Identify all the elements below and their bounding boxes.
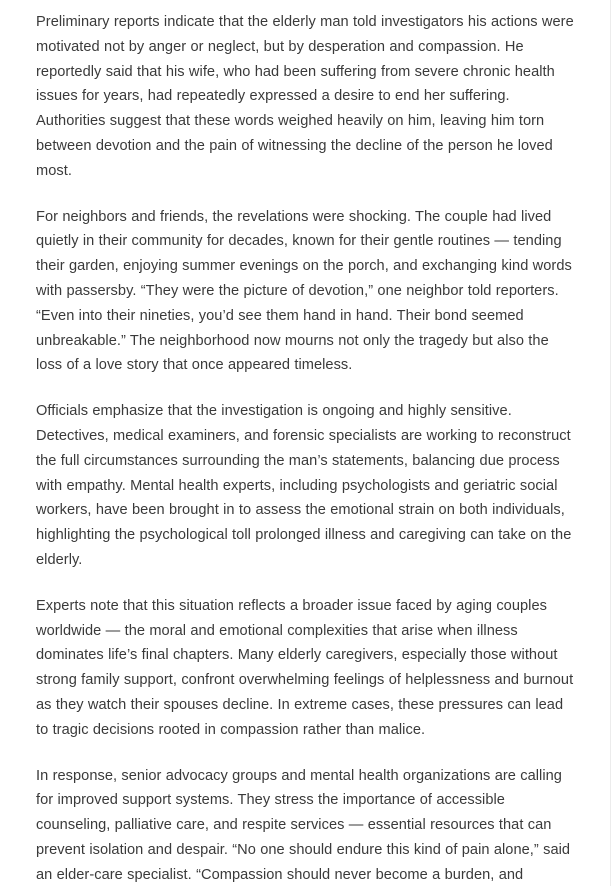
paragraph-investigation-ongoing: Officials emphasize that the investigation is ongoing and highly sensitive. Detectives, medical examiners, and forensic specialists are working to reconstruct the full circumstances surrounding the man’s statements, balancing due process with empathy. Mental health experts, including psychologists and geriatric social workers, have been brought in to assess the emotional strain on both individuals, highlighting the psychological toll prolonged illness and caregiving can take on the elderly. <box>36 403 572 568</box>
paragraph-preliminary-reports: Preliminary reports indicate that the elderly man told investigators his actions were motivated not by anger or neglect, but by desperation and compassion. He reportedly said that his wife, who had been suffering from severe chronic health issues for years, had repeatedly expressed a desire to end her suffering. Authorities suggest that these words weighed heavily on him, leaving him torn between devotion and the pain of witnessing the decline of the person he loved most. <box>36 14 574 179</box>
paragraph-advocacy-response: In response, senior advocacy groups and mental health organizations are calling for improved support systems. They stress the importance of accessible counseling, palliative care, and respite services — essential resources that can prevent isolation and despair. “No one should endure this kind of pain alone,” said an elder-care specialist. “Compassion should never become a burden, and <box>36 767 571 883</box>
paragraph-experts-broader-issue: Experts note that this situation reflects a broader issue faced by aging couples worldwide — the moral and emotional complexities that arise when illness dominates life’s final chapters. Many elderly caregivers, especially those without strong family support, confront overwhelming feelings of helplessness and burnout as they watch their spouses decline. In extreme cases, these pressures can lead to tragic decisions rooted in compassion rather than malice. <box>36 597 574 738</box>
paragraph-neighbors-reaction: For neighbors and friends, the revelations were shocking. The couple had lived quietly in their community for decades, known for their gentle routines — tending their garden, enjoying summer evenings on the porch, and exchanging kind words with passersby. “They were the picture of devotion,” one neighbor told reporters. “Even into their nineties, you’d see them hand in hand. Their bond seemed unbreakable.” The neighborhood now mourns not only the tragedy but also the loss of a love story that once appeared timeless. <box>36 208 572 374</box>
